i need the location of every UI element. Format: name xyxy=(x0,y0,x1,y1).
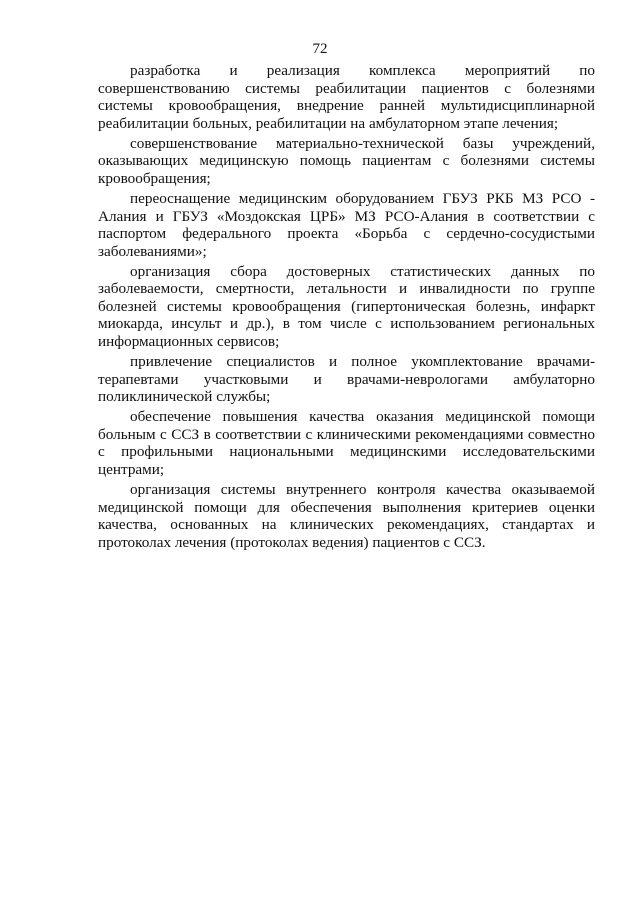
list-item-material-base: совершенствование материально-технической базы учреждений, оказывающих медицинскую помощь пациентам с болезнями системы кровообращения; xyxy=(98,134,595,187)
list-item-internal-control: организация системы внутреннего контроля качества оказываемой медицинской помощи для обеспечения выполнения критериев оценки качества, основанных на клинических рекомендациях, стандартах и протоколах лечения (протоколах ведения) пациентов с ССЗ. xyxy=(98,481,595,551)
list-item-quality-care: обеспечение повышения качества оказания медицинской помощи больным с ССЗ в соответствии с клиническими рекомендациями совместно с профильными национальными медицинскими исследовательскими центрами; xyxy=(98,408,595,479)
list-item-equipment: переоснащение медицинским оборудованием ГБУЗ РКБ МЗ РСО - Алания и ГБУЗ «Моздокская ЦРБ» МЗ РСО-Алания в соответствии с паспортом федерального проекта «Борьба с сердечно-сосудистыми заболеваниями»; xyxy=(98,189,595,260)
list-item-staffing: привлечение специалистов и полное укомплектование врачами-терапевтами участковыми и врачами-неврологами амбулаторно поликлинической службы; xyxy=(98,353,595,406)
list-item-statistics: организация сбора достоверных статистических данных по заболеваемости, смертности, летальности и инвалидности по группе болезней системы кровообращения (гипертоническая болезнь, инфаркт миокарда, инсульт и др.), в том числе с использованием региональных информационных сервисов; xyxy=(98,262,595,351)
page-number: 72 xyxy=(312,41,328,57)
list-item-rehabilitation: разработка и реализация комплекса мероприятий по совершенствованию системы реабилитации пациентов с болезнями системы кровообращения, внедрение ранней мультидисциплинарной реабилитации больных, реабилитации на амбулаторном этапе лечения; xyxy=(98,62,595,132)
document-body xyxy=(98,62,595,554)
